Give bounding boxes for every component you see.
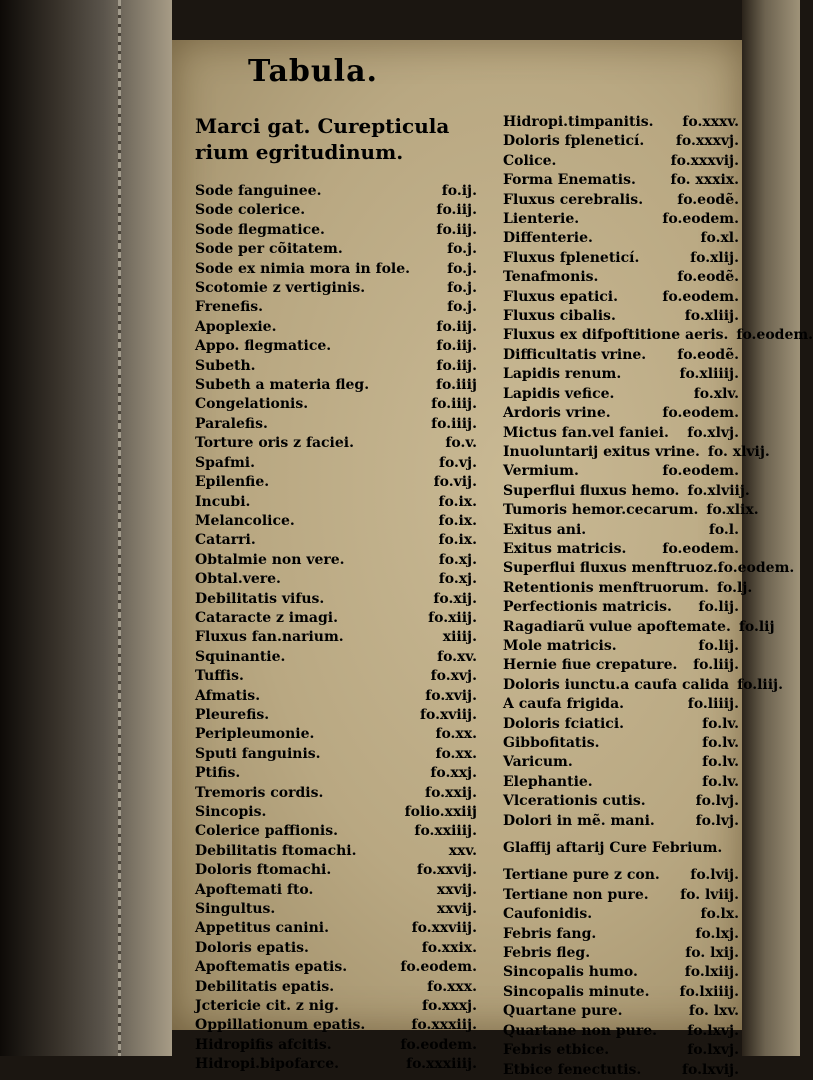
index-entry xyxy=(503,171,739,190)
entry-title: Pleurefis. xyxy=(195,706,270,723)
folio-reference: fo.xxxvj. xyxy=(675,133,739,150)
folio-reference: fo.liiij. xyxy=(687,696,739,713)
entry-title: Tumoris hemor.cecarum. xyxy=(503,502,699,519)
folio-reference: fo.xxij. xyxy=(425,784,477,801)
index-entry xyxy=(195,745,477,764)
folio-reference: fo.xiij. xyxy=(428,609,477,626)
index-entry xyxy=(503,715,739,734)
index-entry xyxy=(195,240,477,259)
entry-title: Retentionis menftruorum. xyxy=(503,579,709,596)
entry-title: Fluxus cibalis. xyxy=(503,308,616,325)
entry-title: Oppillationum epatis. xyxy=(195,1017,366,1034)
index-entry xyxy=(195,493,477,512)
folio-reference: fo.liij. xyxy=(737,676,783,693)
index-entry xyxy=(503,676,783,695)
entry-title: Jctericie cit. z nig. xyxy=(195,998,339,1015)
index-entry xyxy=(503,346,739,365)
folio-reference: fo.xxiiij. xyxy=(414,823,477,840)
folio-reference: fo.xj. xyxy=(438,551,477,568)
left-column xyxy=(195,113,477,1075)
entry-title: Febris fleg. xyxy=(503,945,591,962)
index-entry xyxy=(503,812,739,831)
index-entry xyxy=(503,637,739,656)
entry-title: Colerice paffionis. xyxy=(195,823,338,840)
folio-reference: fo.xlv. xyxy=(693,385,739,402)
left-column-title xyxy=(195,113,477,165)
folio-reference: fo.eodẽ. xyxy=(677,191,739,208)
index-entry xyxy=(503,307,739,326)
entry-title: Varicum. xyxy=(503,754,573,771)
folio-reference: fo.xij. xyxy=(433,590,477,607)
entry-title: Lienterie. xyxy=(503,211,580,228)
entry-title: Fluxus fan.narium. xyxy=(195,629,344,646)
index-entry xyxy=(503,734,739,753)
entry-title: Scotomie z vertiginis. xyxy=(195,280,366,297)
index-entry xyxy=(195,667,477,686)
index-entry xyxy=(195,551,477,570)
entry-title: Torture oris z faciei. xyxy=(195,435,354,452)
index-entry xyxy=(503,385,739,404)
index-entry xyxy=(503,326,813,345)
index-entry xyxy=(503,963,739,982)
entry-title: Superflui fluxus menftruoz.fo.eodem. xyxy=(503,560,795,577)
folio-reference: fo.eodem. xyxy=(662,211,739,228)
entry-title: Exitus ani. xyxy=(503,521,587,538)
folio-reference: fo. lviij. xyxy=(680,886,739,903)
folio-reference: fo.xl. xyxy=(700,230,739,247)
folio-reference: fo.lv. xyxy=(702,773,739,790)
title-line: rium egritudinum. xyxy=(195,140,404,164)
index-entry xyxy=(195,1036,477,1055)
index-entry xyxy=(503,268,739,287)
folio-reference: fo.xxxj. xyxy=(422,998,477,1015)
folio-reference: fo.j. xyxy=(447,280,477,297)
index-entry xyxy=(503,905,739,924)
entry-title: Febris etbice. xyxy=(503,1042,610,1059)
index-entry xyxy=(503,229,739,248)
folio-reference: fo.lvj. xyxy=(695,793,739,810)
entry-title: Hernie fiue crepature. xyxy=(503,657,678,674)
entry-title: Tremoris cordis. xyxy=(195,784,324,801)
index-entry xyxy=(503,424,739,443)
folio-reference: fo.ix. xyxy=(438,532,477,549)
entry-title: Difficultatis vrine. xyxy=(503,346,647,363)
index-entry xyxy=(503,925,739,944)
folio-reference: fo.xlij. xyxy=(690,249,739,266)
entry-title: Doloris ftomachi. xyxy=(195,862,332,879)
folio-reference: fo.liij. xyxy=(693,657,739,674)
entry-title: Lapidis renum. xyxy=(503,366,622,383)
entry-title: Vermium. xyxy=(503,463,579,480)
entry-title: Gibbofitatis. xyxy=(503,735,600,751)
fever-entry-list xyxy=(503,866,739,1079)
index-entry xyxy=(195,822,477,841)
index-entry xyxy=(195,512,477,531)
folio-reference: fo.lx. xyxy=(700,906,739,923)
folio-reference: fo.xxx. xyxy=(427,978,477,995)
entry-title: Fluxus epatici. xyxy=(503,288,618,305)
entry-title: Perfectionis matricis. xyxy=(503,599,672,616)
right-entry-list xyxy=(503,113,813,831)
index-entry xyxy=(195,473,477,492)
folio-reference: fo.xvj. xyxy=(430,668,477,685)
folio-reference: fo.l. xyxy=(708,521,739,538)
folio-reference: fo.lxvj. xyxy=(687,1022,739,1039)
entry-title: Apoplexie. xyxy=(195,318,277,335)
index-entry xyxy=(195,434,477,453)
entry-title: Squinantie. xyxy=(195,648,286,665)
folio-reference: fo.ix. xyxy=(438,512,477,529)
entry-title: Appo. flegmatice. xyxy=(195,338,332,355)
index-entry xyxy=(503,579,753,598)
index-entry xyxy=(503,482,750,501)
entry-title: Ardoris vrine. xyxy=(503,405,611,422)
folio-reference: fo.iij. xyxy=(436,318,477,335)
entry-title: Diffenterie. xyxy=(503,230,593,247)
adjacent-page-edge-left xyxy=(0,0,172,1056)
adjacent-page-edge-right xyxy=(742,0,800,1056)
page-heading: Tabula. xyxy=(248,54,378,89)
folio-reference: fo.lij. xyxy=(698,637,739,654)
index-entry xyxy=(503,886,739,905)
folio-reference: fo. lxij. xyxy=(685,945,739,962)
entry-title: Doloris fciatici. xyxy=(503,715,625,732)
index-entry xyxy=(195,1055,477,1074)
entry-title: Afmatis. xyxy=(195,687,261,704)
entry-title: Sincopalis humo. xyxy=(503,964,638,981)
folio-reference: fo.xvij. xyxy=(425,687,477,704)
folio-reference: fo.lij xyxy=(738,618,775,635)
left-entry-list xyxy=(195,182,477,1075)
entry-title: Frenefis. xyxy=(195,299,263,316)
index-entry xyxy=(503,695,739,714)
entry-title: Subeth a materia fleg. xyxy=(195,377,370,394)
index-entry xyxy=(195,395,477,414)
folio-reference: fo. lxv. xyxy=(688,1003,739,1020)
folio-reference: fo.eodem. xyxy=(400,959,477,976)
index-entry xyxy=(195,570,477,589)
index-entry xyxy=(503,113,739,132)
index-entry xyxy=(195,648,477,667)
entry-title: Debilitatis vifus. xyxy=(195,590,325,607)
folio-reference: fo.xlix. xyxy=(706,502,759,519)
index-entry xyxy=(503,1022,739,1041)
folio-reference: fo.xxviij. xyxy=(411,920,477,937)
index-entry xyxy=(195,376,477,395)
index-entry xyxy=(195,201,477,220)
entry-title: Tenafmonis. xyxy=(503,269,599,286)
folio-reference: fo.xliiij. xyxy=(679,366,739,383)
folio-reference: fo.eodem. xyxy=(662,463,739,480)
folio-reference: fo.ij. xyxy=(441,183,477,199)
entry-title: Sode ex nimia mora in fole. xyxy=(195,260,411,277)
binding-spine xyxy=(118,0,121,1056)
folio-reference: fo.ix. xyxy=(438,493,477,510)
index-entry xyxy=(195,900,477,919)
entry-title: Sode flegmatice. xyxy=(195,221,325,238)
index-entry xyxy=(503,944,739,963)
index-entry xyxy=(195,764,477,783)
entry-title: Obtalmie non vere. xyxy=(195,551,345,568)
index-entry xyxy=(503,191,739,210)
entry-title: Exitus matricis. xyxy=(503,540,627,557)
entry-title: Melancolice. xyxy=(195,512,295,529)
index-entry xyxy=(195,279,477,298)
index-entry xyxy=(195,337,477,356)
entry-title: Vlcerationis cutis. xyxy=(503,793,646,810)
folio-reference: fo.iij. xyxy=(436,357,477,374)
folio-reference: xxvij. xyxy=(436,881,477,898)
index-entry xyxy=(503,365,739,384)
index-entry xyxy=(503,501,759,520)
entry-title: Subeth. xyxy=(195,357,256,374)
entry-title: Ragadiarũ vulue apoftemate. xyxy=(503,618,731,635)
index-entry xyxy=(195,628,477,647)
entry-title: Dolori in mẽ. mani. xyxy=(503,812,655,829)
entry-title: Epilenfie. xyxy=(195,474,270,491)
index-entry xyxy=(503,152,739,171)
index-entry xyxy=(195,415,477,434)
index-entry xyxy=(503,773,739,792)
entry-title: Doloris epatis. xyxy=(195,939,309,956)
folio-reference: fo.xxxiiij. xyxy=(406,1056,477,1073)
folio-reference: fo.xlvj. xyxy=(687,424,739,441)
entry-title: Inuoluntarij exitus vrine. xyxy=(503,443,700,460)
entry-title: Congelationis. xyxy=(195,396,309,413)
index-entry xyxy=(195,687,477,706)
folio-reference: fo.lxiij. xyxy=(684,964,739,981)
index-entry xyxy=(503,1041,739,1060)
folio-reference: fo.lv. xyxy=(702,735,739,751)
index-entry xyxy=(195,725,477,744)
index-entry xyxy=(195,881,477,900)
entry-title: Mole matricis. xyxy=(503,637,617,654)
folio-reference: fo.xxj. xyxy=(430,765,477,782)
entry-title: Doloris fpleneticí. xyxy=(503,133,645,150)
index-entry xyxy=(503,559,795,578)
entry-title: Cataracte z imagi. xyxy=(195,609,338,626)
folio-reference: fo.eodem. xyxy=(736,327,813,344)
index-entry xyxy=(503,249,739,268)
entry-title: Mictus fan.vel faniei. xyxy=(503,424,669,441)
index-entry xyxy=(503,443,770,462)
folio-reference: fo.lj. xyxy=(717,579,753,596)
entry-title: Tertiane pure z con. xyxy=(503,867,660,884)
entry-title: Apoftematis epatis. xyxy=(195,959,348,976)
folio-reference: fo.iiij xyxy=(435,377,477,394)
fever-section-title: Glaffij aftarij Cure Febrium. xyxy=(503,840,723,857)
entry-title: Hidropifis afcitis. xyxy=(195,1036,332,1053)
index-entry xyxy=(503,210,739,229)
folio-reference: xxv. xyxy=(448,842,477,859)
folio-reference: fo.iiij. xyxy=(431,396,477,413)
entry-title: Sputi fanguinis. xyxy=(195,745,321,762)
index-entry xyxy=(195,997,477,1016)
folio-reference: folio.xxiij xyxy=(404,804,477,820)
folio-reference: fo.j. xyxy=(447,241,477,258)
entry-title: Apoftemati fto. xyxy=(195,881,314,898)
index-entry xyxy=(195,803,477,822)
entry-title: Fluxus ex difpoftitione aeris. xyxy=(503,327,729,344)
folio-reference: fo.eodẽ. xyxy=(677,269,739,286)
index-entry xyxy=(195,939,477,958)
folio-reference: fo.xxxv. xyxy=(682,114,739,130)
entry-title: Appetitus canini. xyxy=(195,920,329,937)
folio-reference: fo.xlviij. xyxy=(687,482,750,499)
entry-title: Fluxus cerebralis. xyxy=(503,191,644,208)
folio-reference: fo.xv. xyxy=(437,648,477,665)
folio-reference: fo.xviij. xyxy=(419,706,477,723)
index-entry xyxy=(503,462,739,481)
folio-reference: fo.lv. xyxy=(702,754,739,771)
folio-reference: fo.v. xyxy=(445,435,477,452)
entry-title: Paralefis. xyxy=(195,415,268,432)
folio-reference: fo.vj. xyxy=(438,454,477,471)
entry-title: Sode per cõitatem. xyxy=(195,241,343,258)
entry-title: Fluxus fpleneticí. xyxy=(503,249,640,266)
folio-reference: fo.eodem. xyxy=(400,1036,477,1053)
entry-title: Obtal.vere. xyxy=(195,571,281,588)
entry-title: Hidropi.bipofarce. xyxy=(195,1056,340,1073)
index-entry xyxy=(503,598,739,617)
entry-title: Singultus. xyxy=(195,901,276,918)
folio-reference: fo.j. xyxy=(447,260,477,277)
index-entry xyxy=(503,1061,739,1080)
index-entry xyxy=(195,978,477,997)
folio-reference: fo.lxvj. xyxy=(687,1042,739,1059)
index-entry xyxy=(503,521,739,540)
entry-title: Debilitatis ftomachi. xyxy=(195,842,357,859)
entry-title: Lapidis vefice. xyxy=(503,385,615,402)
folio-reference: fo.iij. xyxy=(436,202,477,219)
index-entry xyxy=(195,706,477,725)
entry-title: Tertiane non pure. xyxy=(503,886,649,903)
folio-reference: fo.lxj. xyxy=(695,925,739,942)
folio-reference: fo.eodem. xyxy=(662,405,739,422)
folio-reference: fo.eodẽ. xyxy=(677,346,739,363)
entry-title: Sode fanguinee. xyxy=(195,183,322,199)
index-entry xyxy=(195,609,477,628)
folio-reference: fo.xliij. xyxy=(684,308,739,325)
folio-reference: fo.xxvij. xyxy=(416,862,477,879)
entry-title: Sode colerice. xyxy=(195,202,306,219)
entry-title: Spafmi. xyxy=(195,454,255,471)
index-entry xyxy=(195,357,477,376)
index-entry xyxy=(195,590,477,609)
index-entry xyxy=(195,318,477,337)
folio-reference: fo.eodem. xyxy=(662,288,739,305)
entry-title: Etbice fenectutis. xyxy=(503,1061,642,1078)
index-entry xyxy=(503,132,739,151)
folio-reference: xiiij. xyxy=(442,629,477,646)
entry-title: Incubi. xyxy=(195,493,251,510)
index-entry xyxy=(195,784,477,803)
title-line: Marci gat. Curepticula xyxy=(195,114,450,138)
entry-title: A caufa frigida. xyxy=(503,696,625,713)
folio-reference: fo.lxvij. xyxy=(681,1061,739,1078)
entry-title: Tuffis. xyxy=(195,668,244,685)
entry-title: Hidropi.timpanitis. xyxy=(503,114,654,130)
entry-title: Sincopalis minute. xyxy=(503,983,650,1000)
index-entry xyxy=(195,842,477,861)
index-entry xyxy=(195,298,477,317)
folio-reference: fo.lvij. xyxy=(690,867,739,884)
folio-reference: fo.lv. xyxy=(702,715,739,732)
index-entry xyxy=(503,1002,739,1021)
entry-title: Superflui fluxus hemo. xyxy=(503,482,680,499)
index-entry xyxy=(195,182,477,201)
entry-title: Colice. xyxy=(503,152,557,169)
folio-reference: fo. xlvij. xyxy=(707,443,770,460)
entry-title: Forma Enematis. xyxy=(503,172,636,189)
folio-reference: fo.eodem. xyxy=(662,540,739,557)
index-entry xyxy=(195,531,477,550)
index-entry xyxy=(503,792,739,811)
index-entry xyxy=(195,919,477,938)
index-entry xyxy=(195,260,477,279)
index-entry xyxy=(503,866,739,885)
folio-reference: fo.lvj. xyxy=(695,812,739,829)
folio-reference: fo.iij. xyxy=(436,221,477,238)
index-entry xyxy=(503,656,739,675)
index-entry xyxy=(503,404,739,423)
index-entry xyxy=(195,221,477,240)
folio-reference: xxvij. xyxy=(436,901,477,918)
entry-title: Sincopis. xyxy=(195,804,267,820)
entry-title: Elephantie. xyxy=(503,773,593,790)
folio-reference: fo.lij. xyxy=(698,599,739,616)
folio-reference: fo.j. xyxy=(447,299,477,316)
right-column xyxy=(503,113,813,1080)
entry-title: Doloris iunctu.a caufa calida xyxy=(503,676,730,693)
folio-reference: fo.xx. xyxy=(435,726,477,743)
entry-title: Febris fang. xyxy=(503,925,597,942)
entry-title: Quartane non pure. xyxy=(503,1022,658,1039)
folio-reference: fo.xxxiij. xyxy=(411,1017,477,1034)
index-entry xyxy=(195,958,477,977)
folio-reference: fo.lxiiij. xyxy=(679,983,739,1000)
folio-reference: fo.xj. xyxy=(438,571,477,588)
index-entry xyxy=(503,753,739,772)
entry-title: Quartane pure. xyxy=(503,1003,623,1020)
folio-reference: fo.iiij. xyxy=(431,415,477,432)
index-entry xyxy=(195,1016,477,1035)
folio-reference xyxy=(794,559,802,578)
entry-title: Ptifis. xyxy=(195,765,241,782)
folio-reference: fo.vij. xyxy=(433,474,477,491)
index-entry xyxy=(503,288,739,307)
entry-title: Peripleumonie. xyxy=(195,726,315,743)
index-entry xyxy=(503,983,739,1002)
entry-title: Debilitatis epatis. xyxy=(195,978,335,995)
folio-reference: fo.xxix. xyxy=(421,939,477,956)
entry-title: Caufonidis. xyxy=(503,906,593,923)
folio-reference: fo. xxxix. xyxy=(670,172,739,189)
folio-reference: fo.xxxvij. xyxy=(670,152,739,169)
index-entry xyxy=(195,454,477,473)
index-entry xyxy=(503,540,739,559)
folio-reference: fo.xx. xyxy=(435,745,477,762)
index-entry xyxy=(195,861,477,880)
index-entry xyxy=(503,618,775,637)
entry-title: Catarri. xyxy=(195,532,256,549)
folio-reference: fo.iij. xyxy=(436,338,477,355)
